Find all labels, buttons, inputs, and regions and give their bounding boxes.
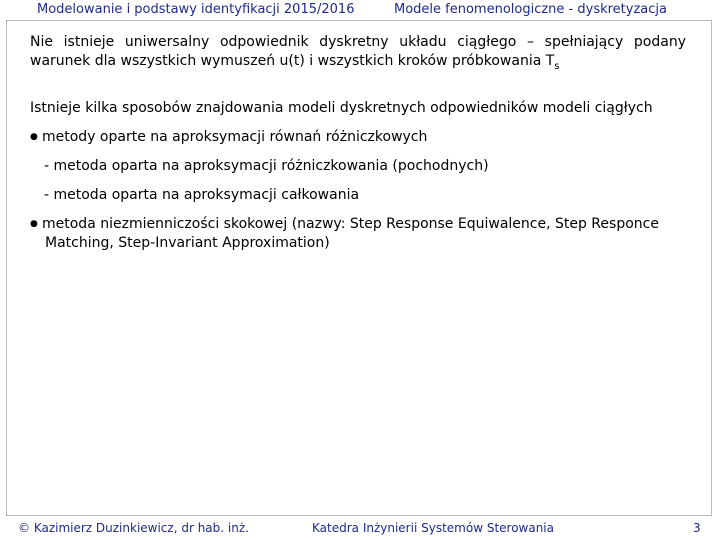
slide-footer: [0, 516, 720, 540]
intro-subscript: s: [554, 60, 560, 72]
intro-text: Nie istnieje uniwersalny odpowiednik dyskretny układu ciągłego – spełniający podany warunek dla wszystkich wymuszeń u(t) i wszystkich kroków próbkowania T: [30, 34, 686, 69]
bullet-dot-icon: ●: [30, 219, 38, 229]
methods-intro: Istnieje kilka sposobów znajdowania modeli dyskretnych odpowiedników modeli ciągłych: [30, 100, 653, 116]
sub-item-differentiation: - metoda oparta na aproksymacji różniczkowania (pochodnych): [44, 158, 489, 174]
bullet-item-approximation: [30, 128, 427, 147]
bullet-text: metody oparte na aproksymacji równań różniczkowych: [42, 129, 428, 145]
slide-header: [0, 0, 720, 20]
header-course-title: Modelowanie i podstawy identyfikacji 2015/2016: [37, 2, 355, 17]
sub-item-integration: - metoda oparta na aproksymacji całkowania: [44, 187, 360, 203]
header-topic-title: Modele fenomenologiczne - dyskretyzacja: [394, 2, 667, 17]
bullet-text-line2: Matching, Step-Invariant Approximation): [45, 235, 330, 251]
intro-paragraph: [30, 33, 686, 76]
bullet-item-step-invariance: [30, 215, 690, 253]
bullet-text-line1: metoda niezmienniczości skokowej (nazwy: Step Response Equiwalence, Step Responce: [42, 216, 659, 232]
bullet-dot-icon: ●: [30, 132, 38, 142]
page-number: 3: [693, 521, 701, 535]
slide-frame: [6, 20, 712, 516]
footer-author: © Kazimierz Duzinkiewicz, dr hab. inż.: [18, 521, 249, 535]
footer-department: Katedra Inżynierii Systemów Sterowania: [312, 521, 554, 535]
intro-paragraph-container: [30, 33, 686, 76]
